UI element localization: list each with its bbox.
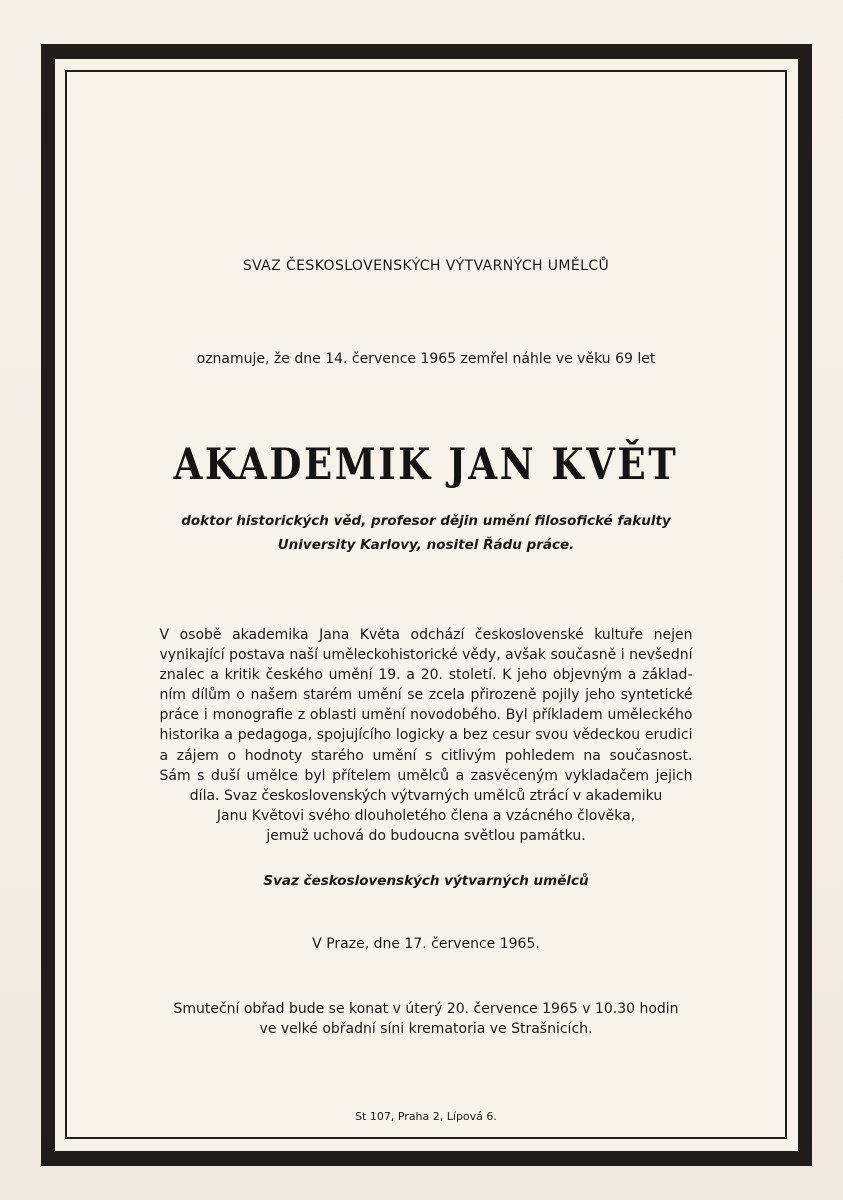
- eulogy-paragraph: [65, 625, 787, 846]
- eulogy-line: historika a pedagoga, spojujícího logicky a bez cesur svou vědeckou erudici: [159, 727, 693, 744]
- printer-imprint: St 107, Praha 2, Lípová 6.: [355, 1110, 497, 1123]
- eulogy-line: díla. Svaz československých výtvarných umělců ztrácí v akademiku: [189, 787, 663, 804]
- signature: Svaz československých výtvarných umělců: [263, 873, 589, 889]
- ceremony-info-line: ve velké obřadní síni krematoria ve Strašnicích.: [259, 1021, 593, 1037]
- death-announcement: oznamuje, že dne 14. července 1965 zemřel náhle ve věku 69 let: [196, 351, 656, 367]
- eulogy-line: V osobě akademika Jana Květa odchází československé kultuře nejen: [159, 627, 693, 643]
- eulogy-line: práce i monografie z oblasti umění novodobého. Byl příkladem uměleckého: [159, 707, 693, 724]
- eulogy-line: znalec a kritik českého umění 19. a 20. století. K jeho objevným a základ-: [159, 667, 693, 684]
- eulogy-line: jemuž uchová do budoucna světlou památku.: [266, 827, 586, 844]
- ceremony-info-line: Smuteční obřad bude se konat v úterý 20. července 1965 v 10.30 hodin: [173, 1001, 679, 1017]
- eulogy-line: vynikající postava naší uměleckohistorické vědy, avšak současně i nevšední: [159, 647, 693, 664]
- place-date: V Praze, dne 17. července 1965.: [312, 936, 540, 952]
- deceased-title-line: University Karlovy, nositel Řádu práce.: [277, 537, 575, 553]
- eulogy-line: Sám s duší umělce byl přítelem umělců a zasvěceným vykladačem jejich: [159, 767, 693, 784]
- mourning-border-inner: [65, 70, 787, 1139]
- eulogy-line: ním dílům o našem starém umění se zcela přirozeně pojily jeho syntetické: [159, 687, 693, 704]
- organization-header: SVAZ ČESKOSLOVENSKÝCH VÝTVARNÝCH UMĚLCŮ: [242, 258, 610, 274]
- deceased-name: AKADEMIK JAN KVĚT: [173, 440, 679, 490]
- eulogy-line: Janu Květovi svého dlouholetého člena a vzácného člověka,: [216, 807, 636, 824]
- deceased-title-line: doktor historických věd, profesor dějin umění filosofické fakulty: [181, 513, 671, 529]
- eulogy-line: a zájem o hodnoty starého umění s citlivým pohledem na současnost.: [159, 747, 693, 764]
